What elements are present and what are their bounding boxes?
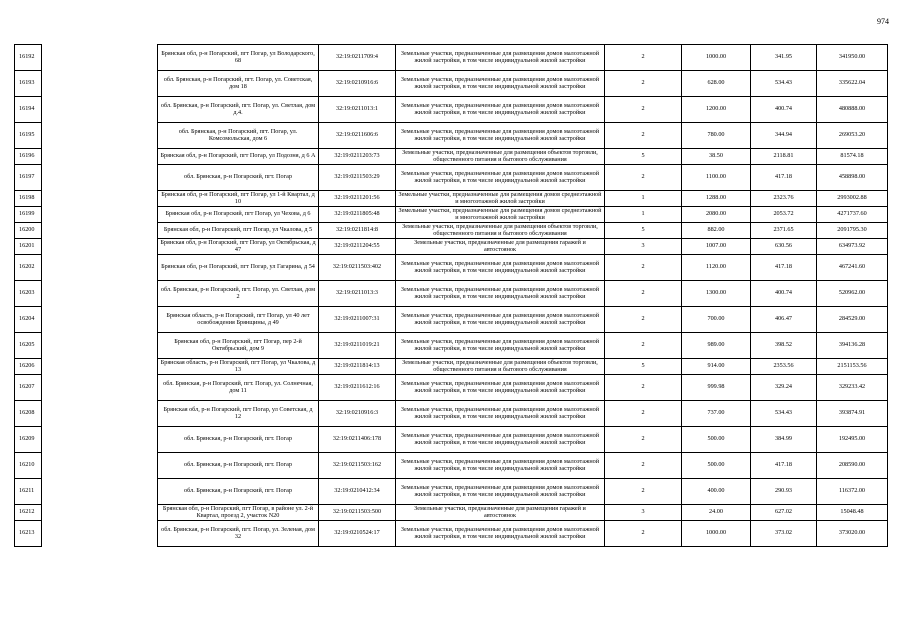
land-use-cell: Земельные участки, предназначенные для размещения объектов торговли, общественного питания и бытового обслуживания (396, 359, 605, 375)
specific-value-cell: 2053.72 (751, 207, 817, 223)
land-use-cell: Земельные участки, предназначенные для размещения домов малоэтажной жилой застройки, в том числе индивидуальной жилой застройки (396, 281, 605, 307)
cadastral-number-cell: 32:19:0211013:3 (319, 281, 396, 307)
specific-value-cell: 627.02 (751, 505, 817, 521)
area-cell: 989.00 (682, 333, 751, 359)
cadastral-number-cell: 32:19:0210412:34 (319, 479, 396, 505)
address-cell: Брянская обл, р-н Погарский, пгт Погар, ул Октябрьская, д 47 (158, 239, 319, 255)
table-row (15, 239, 888, 255)
group-cell: 2 (605, 333, 682, 359)
specific-value-cell: 534.43 (751, 401, 817, 427)
row-number: 16198 (15, 191, 42, 207)
land-use-cell: Земельные участки, предназначенные для размещения домов малоэтажной жилой застройки, в том числе индивидуальной жилой застройки (396, 45, 605, 71)
empty-cell (42, 401, 158, 427)
cadastral-cost-cell: 116372.00 (817, 479, 888, 505)
cadastral-cost-cell: 393874.91 (817, 401, 888, 427)
empty-cell (42, 375, 158, 401)
group-cell: 2 (605, 255, 682, 281)
row-number: 16212 (15, 505, 42, 521)
area-cell: 2080.00 (682, 207, 751, 223)
area-cell: 1300.00 (682, 281, 751, 307)
table-row (15, 307, 888, 333)
specific-value-cell: 417.18 (751, 165, 817, 191)
empty-cell (42, 191, 158, 207)
specific-value-cell: 398.52 (751, 333, 817, 359)
specific-value-cell: 384.99 (751, 427, 817, 453)
land-use-cell: Земельные участки, предназначенные для размещения домов малоэтажной жилой застройки, в том числе индивидуальной жилой застройки (396, 71, 605, 97)
address-cell: обл. Брянская, р-н Погарский, пгт. Погар, ул. Солнечная, дом 11 (158, 375, 319, 401)
area-cell: 1000.00 (682, 45, 751, 71)
address-cell: Брянская обл, р-н Погарский, пгт Погар, ул Подозня, д 6 А (158, 149, 319, 165)
land-use-cell: Земельные участки, предназначенные для размещения домов малоэтажной жилой застройки, в том числе индивидуальной жилой застройки (396, 307, 605, 333)
cadastral-cost-cell: 458898.00 (817, 165, 888, 191)
cadastral-number-cell: 32:19:0210916:3 (319, 401, 396, 427)
group-cell: 2 (605, 45, 682, 71)
table-row (15, 359, 888, 375)
cadastral-cost-cell: 520962.00 (817, 281, 888, 307)
land-use-cell: Земельные участки, предназначенные для размещения гаражей и автостоянок (396, 239, 605, 255)
area-cell: 1000.00 (682, 521, 751, 547)
table-row (15, 223, 888, 239)
address-cell: обл. Брянская, р-н Погарский, пгт. Погар, ул. Комсомольская, дом 6 (158, 123, 319, 149)
empty-cell (42, 427, 158, 453)
cadastral-cost-cell: 394136.28 (817, 333, 888, 359)
land-use-cell: Земельные участки, предназначенные для размещения домов малоэтажной жилой застройки, в том числе индивидуальной жилой застройки (396, 255, 605, 281)
area-cell: 1288.00 (682, 191, 751, 207)
specific-value-cell: 400.74 (751, 281, 817, 307)
table-row (15, 207, 888, 223)
group-cell: 2 (605, 401, 682, 427)
empty-cell (42, 207, 158, 223)
land-use-cell: Земельные участки, предназначенные для размещения домов малоэтажной жилой застройки, в том числе индивидуальной жилой застройки (396, 123, 605, 149)
group-cell: 2 (605, 427, 682, 453)
land-use-cell: Земельные участки, предназначенные для размещения объектов торговли, общественного питания и бытового обслуживания (396, 223, 605, 239)
row-number: 16205 (15, 333, 42, 359)
empty-cell (42, 165, 158, 191)
land-use-cell: Земельные участки, предназначенные для размещения домов малоэтажной жилой застройки, в том числе индивидуальной жилой застройки (396, 521, 605, 547)
empty-cell (42, 255, 158, 281)
row-number: 16204 (15, 307, 42, 333)
area-cell: 780.00 (682, 123, 751, 149)
cadastral-cost-cell: 15048.48 (817, 505, 888, 521)
empty-cell (42, 71, 158, 97)
row-number: 16206 (15, 359, 42, 375)
row-number: 16207 (15, 375, 42, 401)
cadastral-number-cell: 32:19:0211503:402 (319, 255, 396, 281)
row-number: 16193 (15, 71, 42, 97)
table-row (15, 149, 888, 165)
row-number: 16200 (15, 223, 42, 239)
specific-value-cell: 344.94 (751, 123, 817, 149)
cadastral-cost-cell: 269053.20 (817, 123, 888, 149)
cadastral-cost-cell: 81574.18 (817, 149, 888, 165)
group-cell: 3 (605, 239, 682, 255)
address-cell: Брянская область, р-н Погарский, пгт Погар, ул Чкалова, д 13 (158, 359, 319, 375)
row-number: 16203 (15, 281, 42, 307)
table-row (15, 97, 888, 123)
area-cell: 999.98 (682, 375, 751, 401)
cadastral-cost-cell: 373020.00 (817, 521, 888, 547)
land-use-cell: Земельные участки, предназначенные для размещения домов малоэтажной жилой застройки, в том числе индивидуальной жилой застройки (396, 479, 605, 505)
area-cell: 700.00 (682, 307, 751, 333)
empty-cell (42, 45, 158, 71)
area-cell: 500.00 (682, 453, 751, 479)
area-cell: 914.00 (682, 359, 751, 375)
cadastral-number-cell: 32:19:0211013:1 (319, 97, 396, 123)
empty-cell (42, 97, 158, 123)
row-number: 16209 (15, 427, 42, 453)
cadastral-cost-cell: 341950.00 (817, 45, 888, 71)
area-cell: 24.00 (682, 505, 751, 521)
row-number: 16211 (15, 479, 42, 505)
area-cell: 882.00 (682, 223, 751, 239)
land-use-cell: Земельные участки, предназначенные для размещения домов малоэтажной жилой застройки, в том числе индивидуальной жилой застройки (396, 97, 605, 123)
empty-cell (42, 505, 158, 521)
specific-value-cell: 2371.65 (751, 223, 817, 239)
group-cell: 2 (605, 479, 682, 505)
address-cell: Брянская область, р-н Погарский, пгт Погар, ул 40 лет освобождения Брянщины, д 49 (158, 307, 319, 333)
row-number: 16208 (15, 401, 42, 427)
address-cell: обл. Брянская, р-н Погарский, пгт. Погар (158, 165, 319, 191)
row-number: 16192 (15, 45, 42, 71)
group-cell: 2 (605, 165, 682, 191)
specific-value-cell: 630.56 (751, 239, 817, 255)
cadastral-cost-cell: 467241.60 (817, 255, 888, 281)
empty-cell (42, 223, 158, 239)
cadastral-number-cell: 32:19:0211201:56 (319, 191, 396, 207)
group-cell: 1 (605, 191, 682, 207)
cadastral-number-cell: 32:19:0211204:55 (319, 239, 396, 255)
cadastral-cost-cell: 634973.92 (817, 239, 888, 255)
land-use-cell: Земельные участки, предназначенные для размещения гаражей и автостоянок (396, 505, 605, 521)
land-use-cell: Земельные участки, предназначенные для размещения домов среднеэтажной и многоэтажной жилой застройки (396, 191, 605, 207)
area-cell: 1100.00 (682, 165, 751, 191)
empty-cell (42, 281, 158, 307)
row-number: 16210 (15, 453, 42, 479)
cadastral-cost-cell: 284529.00 (817, 307, 888, 333)
empty-cell (42, 149, 158, 165)
group-cell: 2 (605, 71, 682, 97)
cadastral-number-cell: 32:19:0211203:73 (319, 149, 396, 165)
cadastral-cost-cell: 2151153.56 (817, 359, 888, 375)
address-cell: Брянская обл, р-н Погарский, пгт Погар, ул Чкалова, д 5 (158, 223, 319, 239)
table-row (15, 427, 888, 453)
area-cell: 38.50 (682, 149, 751, 165)
cadastral-number-cell: 32:19:0211814:8 (319, 223, 396, 239)
group-cell: 2 (605, 521, 682, 547)
area-cell: 1200.00 (682, 97, 751, 123)
address-cell: Брянская обл, р-н Погарский, пгт Погар, ул 1-й Квартал, д 10 (158, 191, 319, 207)
land-use-cell: Земельные участки, предназначенные для размещения объектов торговли, общественного питания и бытового обслуживания (396, 149, 605, 165)
table-row (15, 123, 888, 149)
area-cell: 400.00 (682, 479, 751, 505)
cadastral-number-cell: 32:19:0211019:21 (319, 333, 396, 359)
specific-value-cell: 400.74 (751, 97, 817, 123)
cadastral-number-cell: 32:19:0211406:178 (319, 427, 396, 453)
row-number: 16202 (15, 255, 42, 281)
cadastral-number-cell: 32:19:0211814:13 (319, 359, 396, 375)
address-cell: Брянская обл, р-н Погарский, пгт Погар, ул Чехова, д 6 (158, 207, 319, 223)
row-number: 16196 (15, 149, 42, 165)
address-cell: обл. Брянская, р-н Погарский, пгт. Погар (158, 479, 319, 505)
specific-value-cell: 329.24 (751, 375, 817, 401)
table-row (15, 333, 888, 359)
cadastral-number-cell: 32:19:0211805:48 (319, 207, 396, 223)
cadastral-number-cell: 32:19:0210916:6 (319, 71, 396, 97)
row-number: 16199 (15, 207, 42, 223)
specific-value-cell: 534.43 (751, 71, 817, 97)
cadastral-cost-cell: 4271737.60 (817, 207, 888, 223)
page-number: 974 (877, 17, 889, 26)
table-row (15, 165, 888, 191)
land-use-cell: Земельные участки, предназначенные для размещения домов малоэтажной жилой застройки, в том числе индивидуальной жилой застройки (396, 375, 605, 401)
table-row (15, 191, 888, 207)
specific-value-cell: 417.18 (751, 453, 817, 479)
table-row (15, 71, 888, 97)
specific-value-cell: 2353.56 (751, 359, 817, 375)
specific-value-cell: 290.93 (751, 479, 817, 505)
address-cell: обл. Брянская, р-н Погарский, пгт. Погар, ул. Светлая, дом д.4. (158, 97, 319, 123)
table-row (15, 479, 888, 505)
table-row (15, 453, 888, 479)
cadastral-cost-cell: 2091795.30 (817, 223, 888, 239)
table-row (15, 375, 888, 401)
empty-cell (42, 333, 158, 359)
address-cell: Брянская обл, р-н Погарский, пгт Погар, ул Советская, д 12 (158, 401, 319, 427)
empty-cell (42, 521, 158, 547)
address-cell: обл. Брянская, р-н Погарский, пгт. Погар, ул. Советская, дом 18 (158, 71, 319, 97)
table-row (15, 401, 888, 427)
address-cell: обл. Брянская, р-н Погарский, пгт. Погар (158, 453, 319, 479)
group-cell: 5 (605, 359, 682, 375)
row-number: 16197 (15, 165, 42, 191)
row-number: 16201 (15, 239, 42, 255)
cadastral-cost-cell: 2993002.88 (817, 191, 888, 207)
specific-value-cell: 417.18 (751, 255, 817, 281)
cadastral-value-table (14, 44, 888, 547)
area-cell: 737.00 (682, 401, 751, 427)
address-cell: Брянская обл, р-н Погарский, пгт Погар, пер 2-й Октябрьский, дом 9 (158, 333, 319, 359)
area-cell: 628.00 (682, 71, 751, 97)
table-row (15, 255, 888, 281)
group-cell: 1 (605, 207, 682, 223)
specific-value-cell: 2118.81 (751, 149, 817, 165)
group-cell: 5 (605, 149, 682, 165)
group-cell: 2 (605, 281, 682, 307)
area-cell: 500.00 (682, 427, 751, 453)
group-cell: 2 (605, 375, 682, 401)
cadastral-number-cell: 32:19:0211709:4 (319, 45, 396, 71)
cadastral-cost-cell: 480888.00 (817, 97, 888, 123)
specific-value-cell: 406.47 (751, 307, 817, 333)
table-row (15, 505, 888, 521)
address-cell: обл. Брянская, р-н Погарский, пгт. Погар, ул. Светлая, дом 2 (158, 281, 319, 307)
group-cell: 2 (605, 453, 682, 479)
area-cell: 1007.00 (682, 239, 751, 255)
group-cell: 5 (605, 223, 682, 239)
row-number: 16213 (15, 521, 42, 547)
specific-value-cell: 341.95 (751, 45, 817, 71)
cadastral-number-cell: 32:19:0211007:31 (319, 307, 396, 333)
row-number: 16194 (15, 97, 42, 123)
land-use-cell: Земельные участки, предназначенные для размещения домов малоэтажной жилой застройки, в том числе индивидуальной жилой застройки (396, 427, 605, 453)
specific-value-cell: 373.02 (751, 521, 817, 547)
group-cell: 2 (605, 123, 682, 149)
cadastral-number-cell: 32:19:0211503:162 (319, 453, 396, 479)
cadastral-number-cell: 32:19:0211606:6 (319, 123, 396, 149)
cadastral-cost-cell: 335622.04 (817, 71, 888, 97)
cadastral-number-cell: 32:19:0211503:29 (319, 165, 396, 191)
address-cell: Брянская обл, р-н Погарский, пгт Погар, ул Гагарина, д 54 (158, 255, 319, 281)
address-cell: обл. Брянская, р-н Погарский, пгт. Погар, ул. Зеленая, дом 32 (158, 521, 319, 547)
empty-cell (42, 239, 158, 255)
area-cell: 1120.00 (682, 255, 751, 281)
cadastral-cost-cell: 208590.00 (817, 453, 888, 479)
cadastral-cost-cell: 329233.42 (817, 375, 888, 401)
table-row (15, 45, 888, 71)
empty-cell (42, 359, 158, 375)
empty-cell (42, 307, 158, 333)
table-row (15, 521, 888, 547)
cadastral-cost-cell: 192495.00 (817, 427, 888, 453)
row-number: 16195 (15, 123, 42, 149)
specific-value-cell: 2323.76 (751, 191, 817, 207)
group-cell: 2 (605, 97, 682, 123)
land-use-cell: Земельные участки, предназначенные для размещения домов малоэтажной жилой застройки, в том числе индивидуальной жилой застройки (396, 453, 605, 479)
land-use-cell: Земельные участки, предназначенные для размещения домов малоэтажной жилой застройки, в том числе индивидуальной жилой застройки (396, 401, 605, 427)
group-cell: 2 (605, 307, 682, 333)
land-use-cell: Земельные участки, предназначенные для размещения домов среднеэтажной и многоэтажной жилой застройки (396, 207, 605, 223)
address-cell: Брянская обл, р-н Погарский, пгт Погар, в районе ул. 2-й Квартал, проезд 2, участок N20 (158, 505, 319, 521)
empty-cell (42, 123, 158, 149)
land-use-cell: Земельные участки, предназначенные для размещения домов малоэтажной жилой застройки, в том числе индивидуальной жилой застройки (396, 333, 605, 359)
group-cell: 3 (605, 505, 682, 521)
empty-cell (42, 479, 158, 505)
land-use-cell: Земельные участки, предназначенные для размещения домов малоэтажной жилой застройки, в том числе индивидуальной жилой застройки (396, 165, 605, 191)
empty-cell (42, 453, 158, 479)
address-cell: Брянская обл, р-н Погарский, пгт Погар, ул Володарского, 68 (158, 45, 319, 71)
cadastral-number-cell: 32:19:0211612:16 (319, 375, 396, 401)
cadastral-number-cell: 32:19:0210524:17 (319, 521, 396, 547)
address-cell: обл. Брянская, р-н Погарский, пгт. Погар (158, 427, 319, 453)
table-row (15, 281, 888, 307)
cadastral-number-cell: 32:19:0211503:500 (319, 505, 396, 521)
